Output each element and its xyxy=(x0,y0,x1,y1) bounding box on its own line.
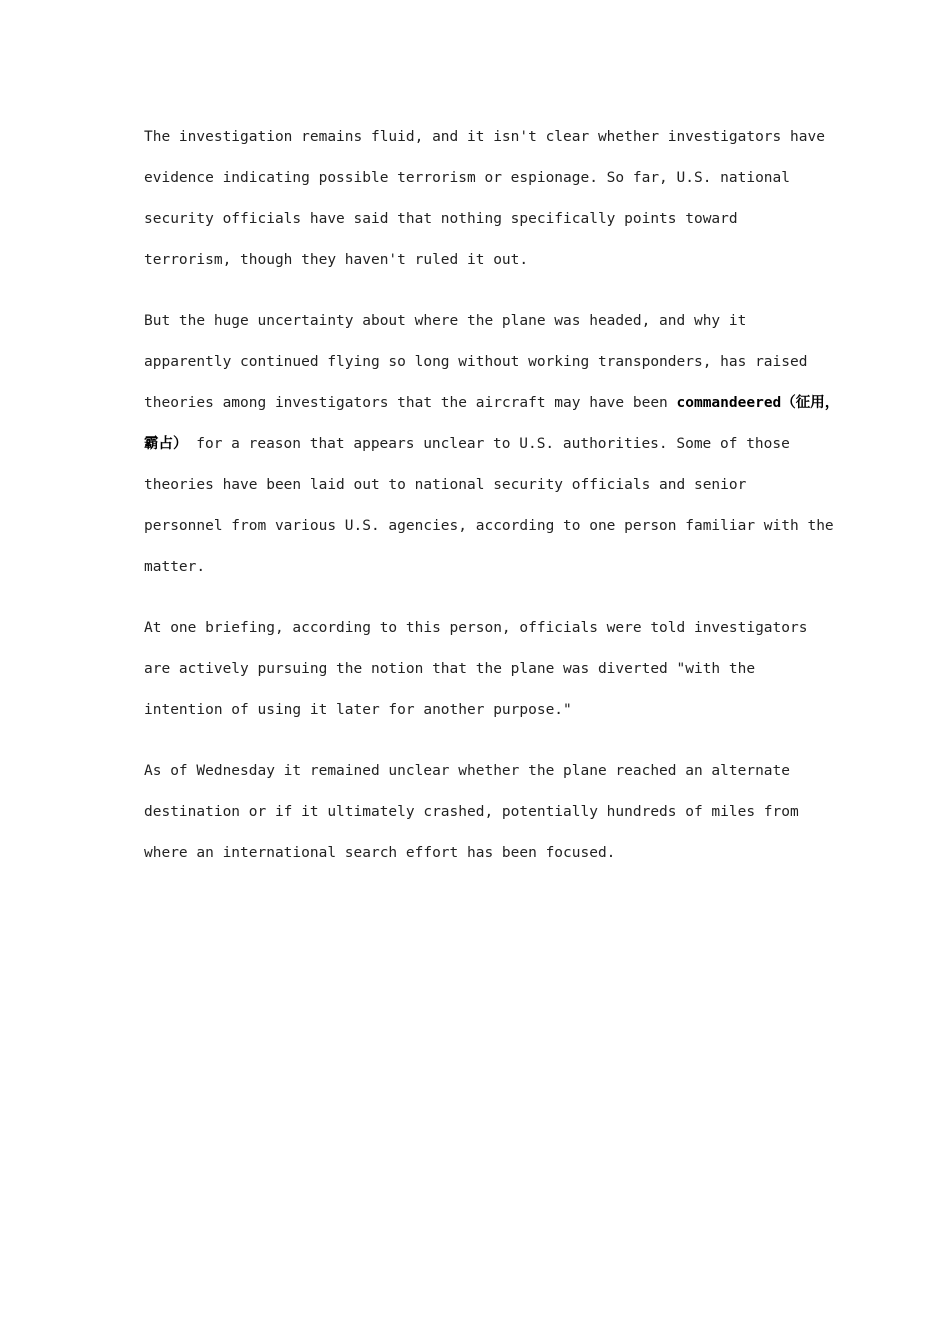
text-line: apparently continued flying so long without working transponders, has raised xyxy=(144,354,808,370)
vocab-gloss-continued: 霸占） xyxy=(144,436,188,452)
text-line: matter. xyxy=(144,559,206,575)
text-line-with-vocab xyxy=(144,424,820,465)
text-line: destination or if it ultimately crashed, potentially hundreds of miles from xyxy=(144,804,799,820)
paragraph-investigation xyxy=(144,117,825,281)
text-segment: for a reason that appears unclear to U.S. authorities. Some of those xyxy=(187,436,790,452)
paragraph-briefing xyxy=(144,608,820,731)
text-line: security officials have said that nothing specifically points toward xyxy=(144,211,738,227)
text-line: terrorism, though they haven't ruled it out. xyxy=(144,252,529,268)
text-line: As of Wednesday it remained unclear whether the plane reached an alternate xyxy=(144,763,791,779)
text-line: where an international search effort has been focused. xyxy=(144,845,616,861)
vocab-term-commandeered: commandeered（征用， xyxy=(676,395,840,411)
text-line: At one briefing, according to this person, officials were told investigators xyxy=(144,620,808,636)
text-segment: theories among investigators that the aircraft may have been xyxy=(144,395,677,411)
text-line: But the huge uncertainty about where the plane was headed, and why it xyxy=(144,313,747,329)
paragraph-wednesday xyxy=(144,751,820,874)
text-line: intention of using it later for another purpose." xyxy=(144,702,572,718)
text-line: evidence indicating possible terrorism or espionage. So far, U.S. national xyxy=(144,170,791,186)
paragraph-uncertainty xyxy=(144,301,840,588)
text-line: theories have been laid out to national security officials and senior xyxy=(144,477,747,493)
text-line-with-vocab xyxy=(144,383,840,424)
document-page xyxy=(144,117,840,894)
text-line: are actively pursuing the notion that the plane was diverted "with the xyxy=(144,661,756,677)
text-line: personnel from various U.S. agencies, according to one person familiar with the xyxy=(144,518,834,534)
text-line: The investigation remains fluid, and it isn't clear whether investigators have xyxy=(144,129,825,145)
